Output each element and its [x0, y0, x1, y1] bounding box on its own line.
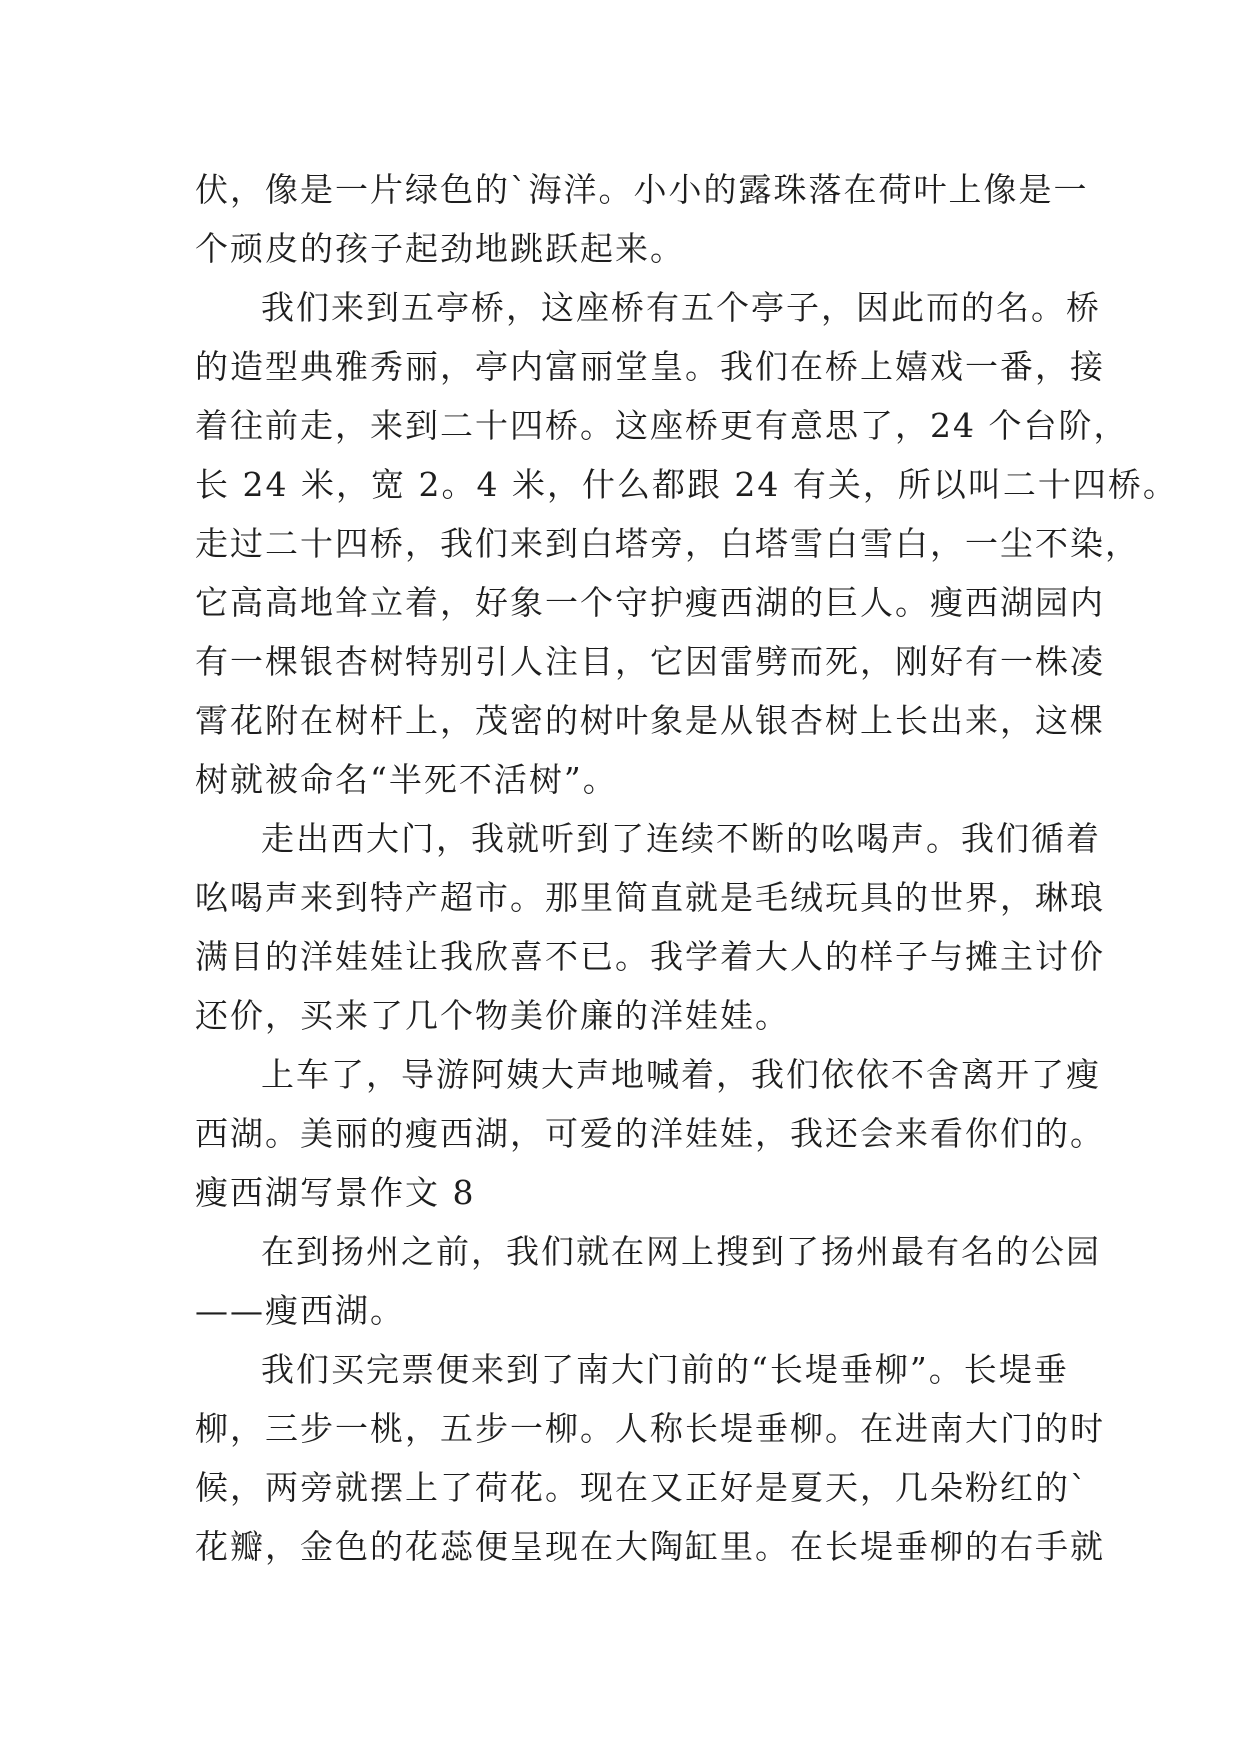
paragraph-start-line: 我们买完票便来到了南大门前的“长堤垂柳”。长堤垂	[261, 1350, 1069, 1389]
text-line: 还价，买来了几个物美价廉的洋娃娃。	[195, 996, 790, 1035]
section-heading: 瘦西湖写景作文 8	[195, 1173, 476, 1212]
text-line: 长 24 米，宽 2。4 米，什么都跟 24 有关，所以叫二十四桥。	[195, 465, 1178, 504]
text-line: 着往前走，来到二十四桥。这座桥更有意思了，24 个台阶，	[195, 406, 1129, 445]
paragraph-start-line: 上车了，导游阿姨大声地喊着，我们依依不舍离开了瘦	[261, 1055, 1101, 1094]
paragraph-start-line: 在到扬州之前，我们就在网上搜到了扬州最有名的公园	[261, 1232, 1101, 1271]
text-line: 的造型典雅秀丽，亭内富丽堂皇。我们在桥上嬉戏一番，接	[195, 347, 1105, 386]
text-line: 吆喝声来到特产超市。那里简直就是毛绒玩具的世界，琳琅	[195, 878, 1105, 917]
text-line: 西湖。美丽的瘦西湖，可爱的洋娃娃，我还会来看你们的。	[195, 1114, 1105, 1153]
text-line: 伏，像是一片绿色的`海洋。小小的露珠落在荷叶上像是一	[195, 170, 1089, 209]
document-body	[195, 160, 1178, 1576]
text-line: 有一棵银杏树特别引人注目，它因雷劈而死，刚好有一株凌	[195, 642, 1105, 681]
text-line: 满目的洋娃娃让我欣喜不已。我学着大人的样子与摊主讨价	[195, 937, 1105, 976]
text-line: 个顽皮的孩子起劲地跳跃起来。	[195, 229, 685, 268]
text-line: 花瓣，金色的花蕊便呈现在大陶缸里。在长堤垂柳的右手就	[195, 1527, 1105, 1566]
text-line: 走过二十四桥，我们来到白塔旁，白塔雪白雪白，一尘不染，	[195, 524, 1140, 563]
text-line: 它高高地耸立着，好象一个守护瘦西湖的巨人。瘦西湖园内	[195, 583, 1105, 622]
text-line: 柳，三步一桃，五步一柳。人称长堤垂柳。在进南大门的时	[195, 1409, 1105, 1448]
paragraph-start-line: 走出西大门，我就听到了连续不断的吆喝声。我们循着	[261, 819, 1101, 858]
text-line: 候，两旁就摆上了荷花。现在又正好是夏天，几朵粉红的`	[195, 1468, 1089, 1507]
text-line: 树就被命名“半死不活树”。	[195, 760, 618, 799]
text-line: ——瘦西湖。	[195, 1291, 405, 1330]
paragraph-start-line: 我们来到五亭桥，这座桥有五个亭子，因此而的名。桥	[261, 288, 1101, 327]
text-line: 霄花附在树杆上，茂密的树叶象是从银杏树上长出来，这棵	[195, 701, 1105, 740]
